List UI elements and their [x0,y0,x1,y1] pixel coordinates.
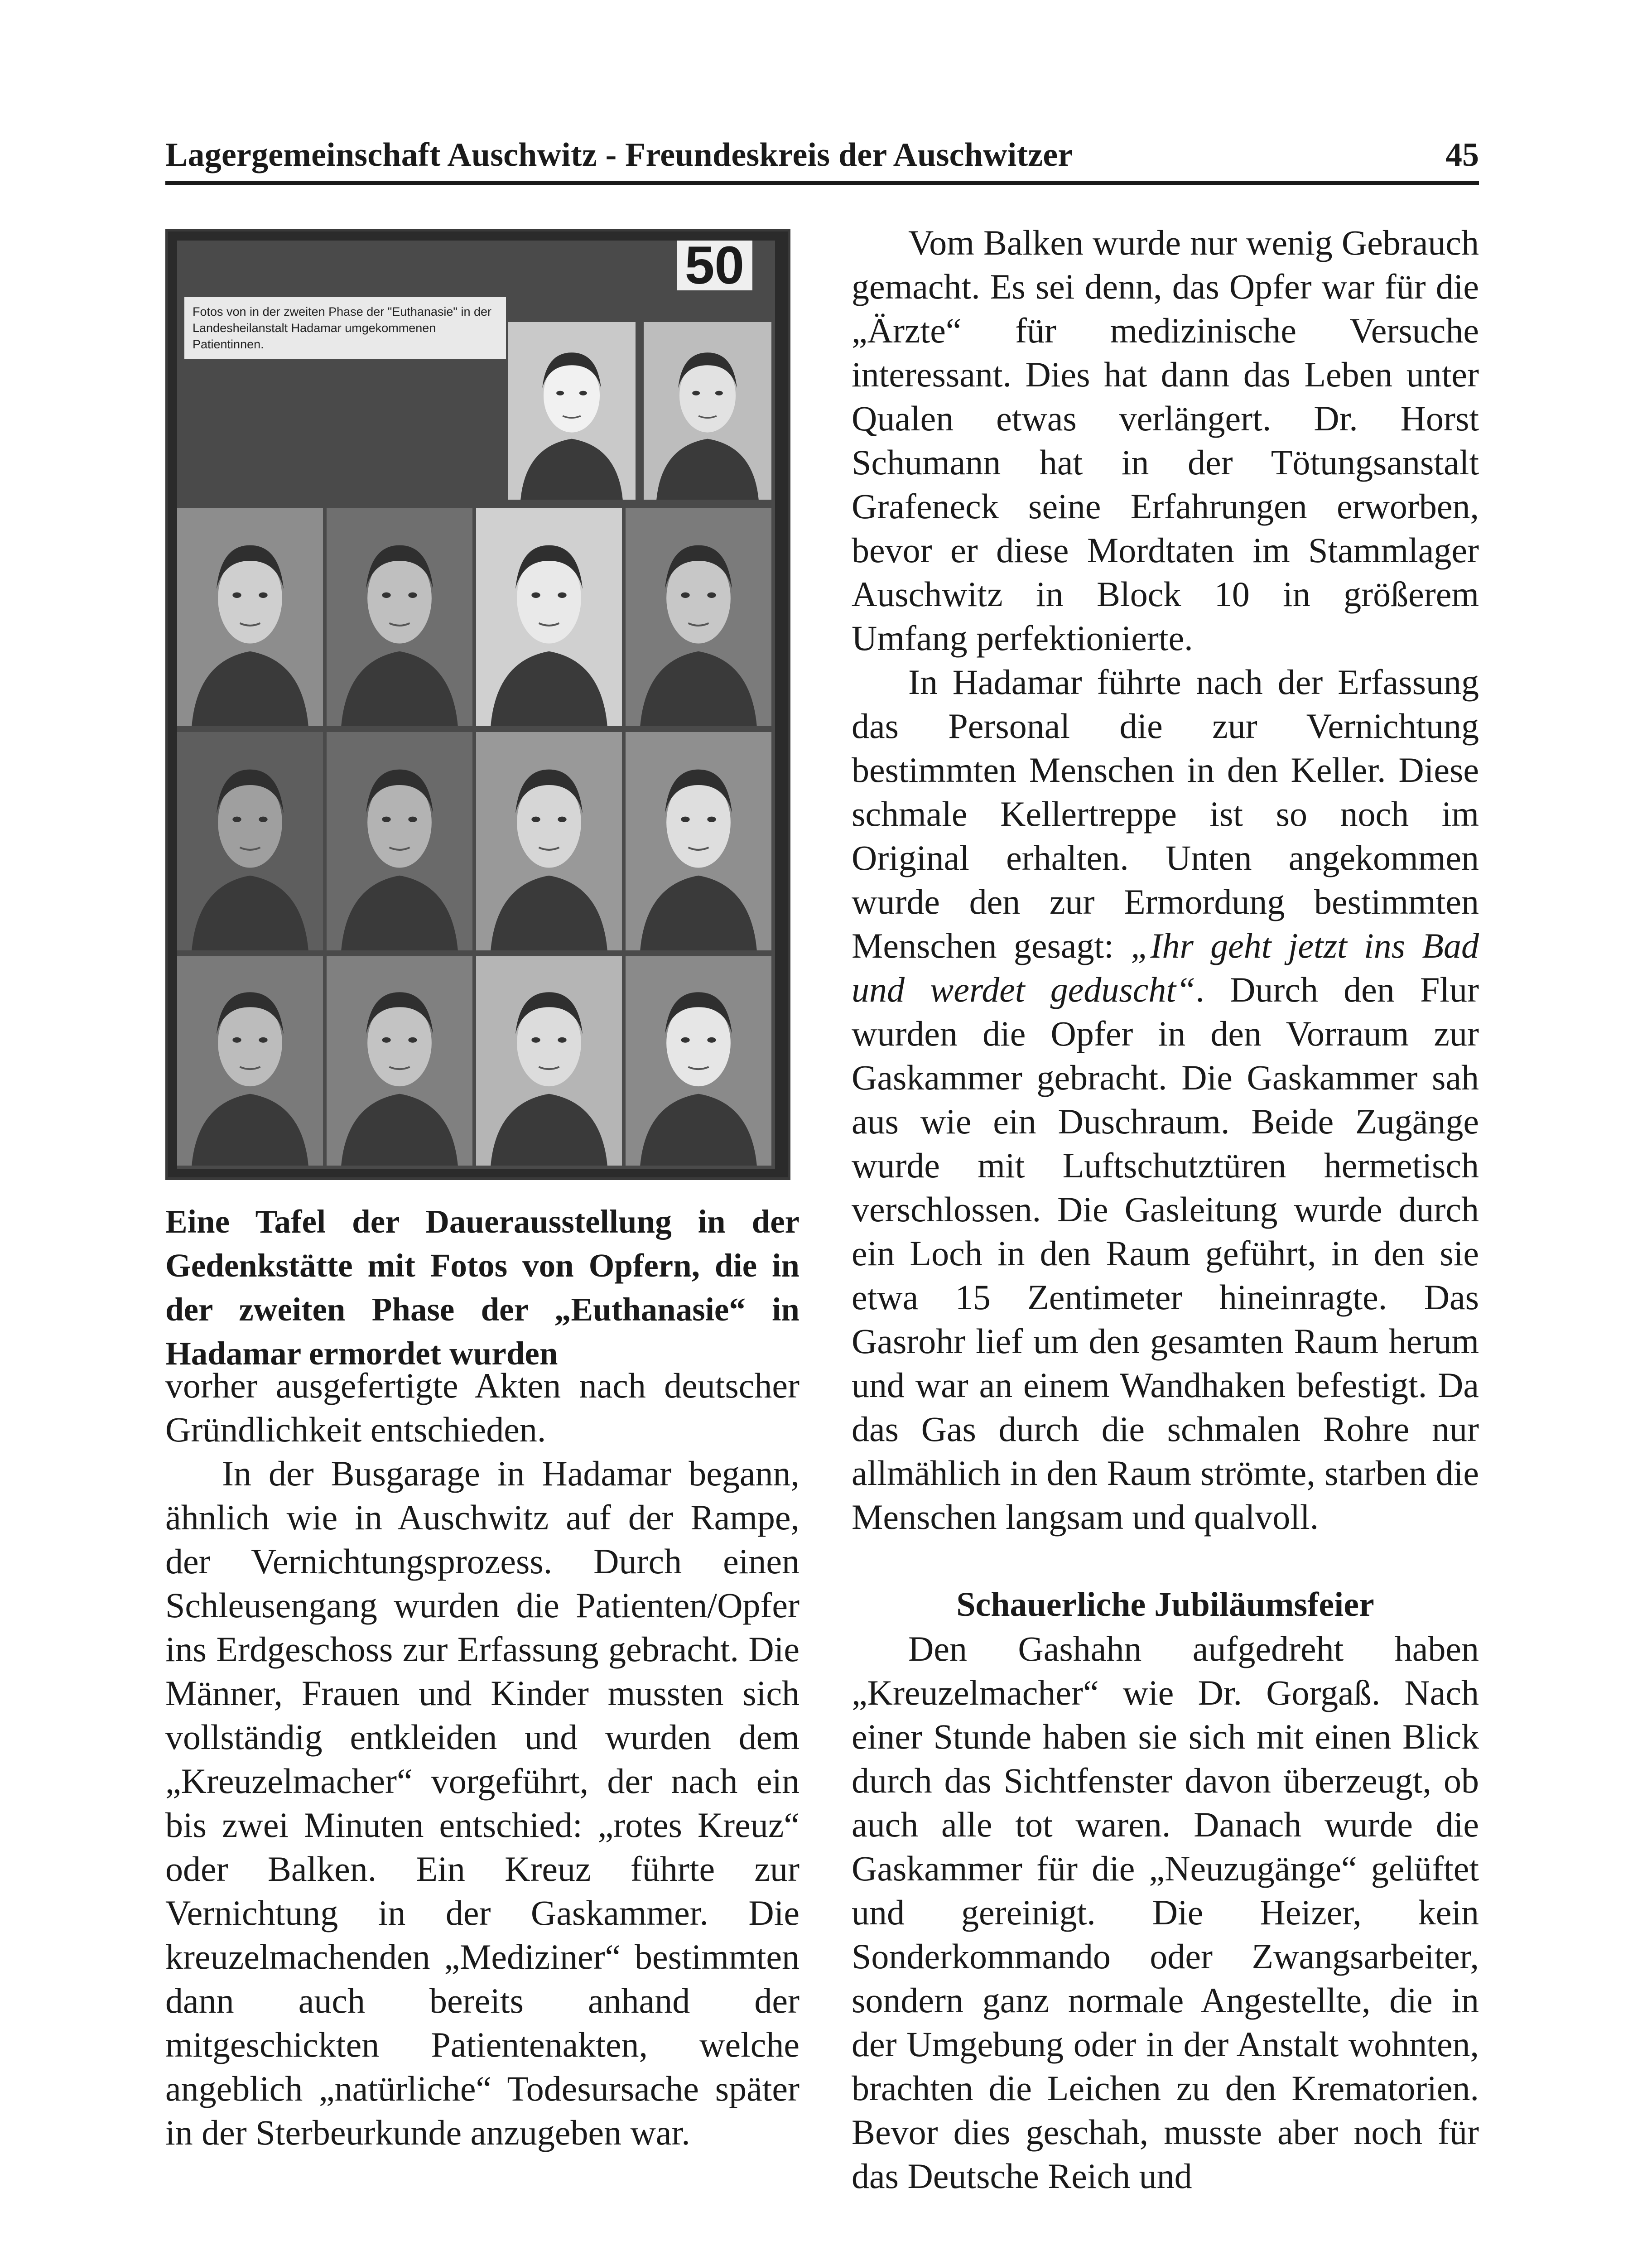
exhibit-photo [165,229,790,1180]
portrait-photo [476,956,622,1166]
board-label: Fotos von in der zweiten Phase der "Euthanasie" in der Landesheilanstalt Hadamar umgekommenen Patientinnen. [184,297,506,359]
right-column [852,221,1479,2198]
portrait-photo [644,322,771,500]
paragraph: Den Gashahn aufgedreht haben „Kreuzelmacher“ wie Dr. Gorgaß. Nach einer Stunde haben sie sich mit einen Blick durch das Sichtfenster davon überzeugt, ob auch alle tot waren. Danach wurde die Gaskammer für die „Neuzugänge“ gelüftet und gereinigt. Die Heizer, kein Sonderkommando oder Zwangsarbeiter, sondern ganz normale Angestellte, die in der Umgebung oder in der Anstalt wohnten, brachten die Leichen zu den Krematorien. Bevor dies geschah, musste aber noch für das Deutsche Reich und [852,1629,1479,2196]
board-number: 50 [677,241,752,290]
portrait-photo [508,322,636,500]
portrait-photo [476,732,622,950]
paragraph-text: In Hadamar führte nach der Erfassung das Personal die zur Vernichtung bestimmten Menschen in den Keller. Diese schmale Kellertreppe ist so noch im Original erhalten. Unten angekommen wurde den zur Ermordung bestimmten Menschen gesagt: [852,662,1479,965]
paragraph: vorher ausgefertigte Akten nach deutscher Gründlichkeit entschieden. [165,1366,800,1449]
paragraph: In der Busgarage in Hadamar begann, ähnlich wie in Auschwitz auf der Rampe, der Vernichtungsprozess. Durch einen Schleusengang wurden die Patienten/Opfer ins Erdgeschoss zur Erfassung gebracht. Die Männer, Frauen und Kinder mussten sich vollständig entkleiden und wurden dem „Kreuzelmacher“ vorgeführt, der nach ein bis zwei Minuten entschied: „rotes Kreuz“ oder Balken. Ein Kreuz führte zur Vernichtung in der Gaskammer. Die kreuzelmachenden „Mediziner“ bestimmten dann auch bereits anhand der mitgeschickten Patientenakten, welche angeblich „natürliche“ Todesursache später in der Sterbeurkunde anzugeben war. [165,1454,800,2152]
running-header [165,128,1479,182]
portrait-photo [177,508,323,726]
page-number: 45 [1445,136,1479,173]
exhibit-board [177,236,775,1169]
portrait-photo [177,956,323,1166]
header-rule [165,181,1479,185]
portrait-photo [626,732,771,950]
portrait-photo [177,732,323,950]
portrait-photo [626,508,771,726]
figure-caption: Eine Tafel der Dauerausstellung in der Gedenkstätte mit Fotos von Opfern, die in der zweiten Phase der „Euthanasie“ in Hadamar ermordet wurden [165,1203,800,1372]
portrait-photo [327,732,472,950]
paragraph-text: . Durch den Flur wurden die Opfer in den Vorraum zur Gaskammer gebracht. Die Gaskammer sah aus wie ein Duschraum. Beide Zugänge wurde mit Luftschutztüren hermetisch verschlossen. Die Gasleitung wurde durch ein Loch in den Raum geführt, in den sie etwa 15 Zentimeter hineinragte. Das Gasrohr lief um den gesamten Raum herum und war an einem Wandhaken befestigt. Da das Gas durch die schmalen Rohre nur allmählich in den Raum strömte, starben die Menschen langsam und qualvoll. [852,970,1479,1537]
portrait-photo [327,956,472,1166]
portrait-photo [476,508,622,726]
header-title: Lagergemeinschaft Auschwitz - Freundeskreis der Auschwitzer [165,136,1073,173]
left-column [165,1364,800,2154]
portrait-photo [626,956,771,1166]
portrait-grid [177,241,775,1169]
section-heading: Schauerliche Jubiläumsfeier [956,1586,1374,1624]
portrait-photo [327,508,472,726]
paragraph [852,660,1479,1539]
quote-text: „Ihr geht jetzt ins Bad und werdet geduscht“ [852,926,1479,1009]
paragraph: Vom Balken wurde nur wenig Gebrauch gemacht. Es sei denn, das Opfer war für die „Ärzte“ für medizinische Versuche interessant. Dies hat dann das Leben unter Qualen etwas verlängert. Dr. Horst Schumann hat in der Tötungsanstalt Grafeneck seine Erfahrungen erworben, bevor er diese Mordtaten im Stammlager Auschwitz in Block 10 in größerem Umfang perfektionierte. [852,223,1479,658]
